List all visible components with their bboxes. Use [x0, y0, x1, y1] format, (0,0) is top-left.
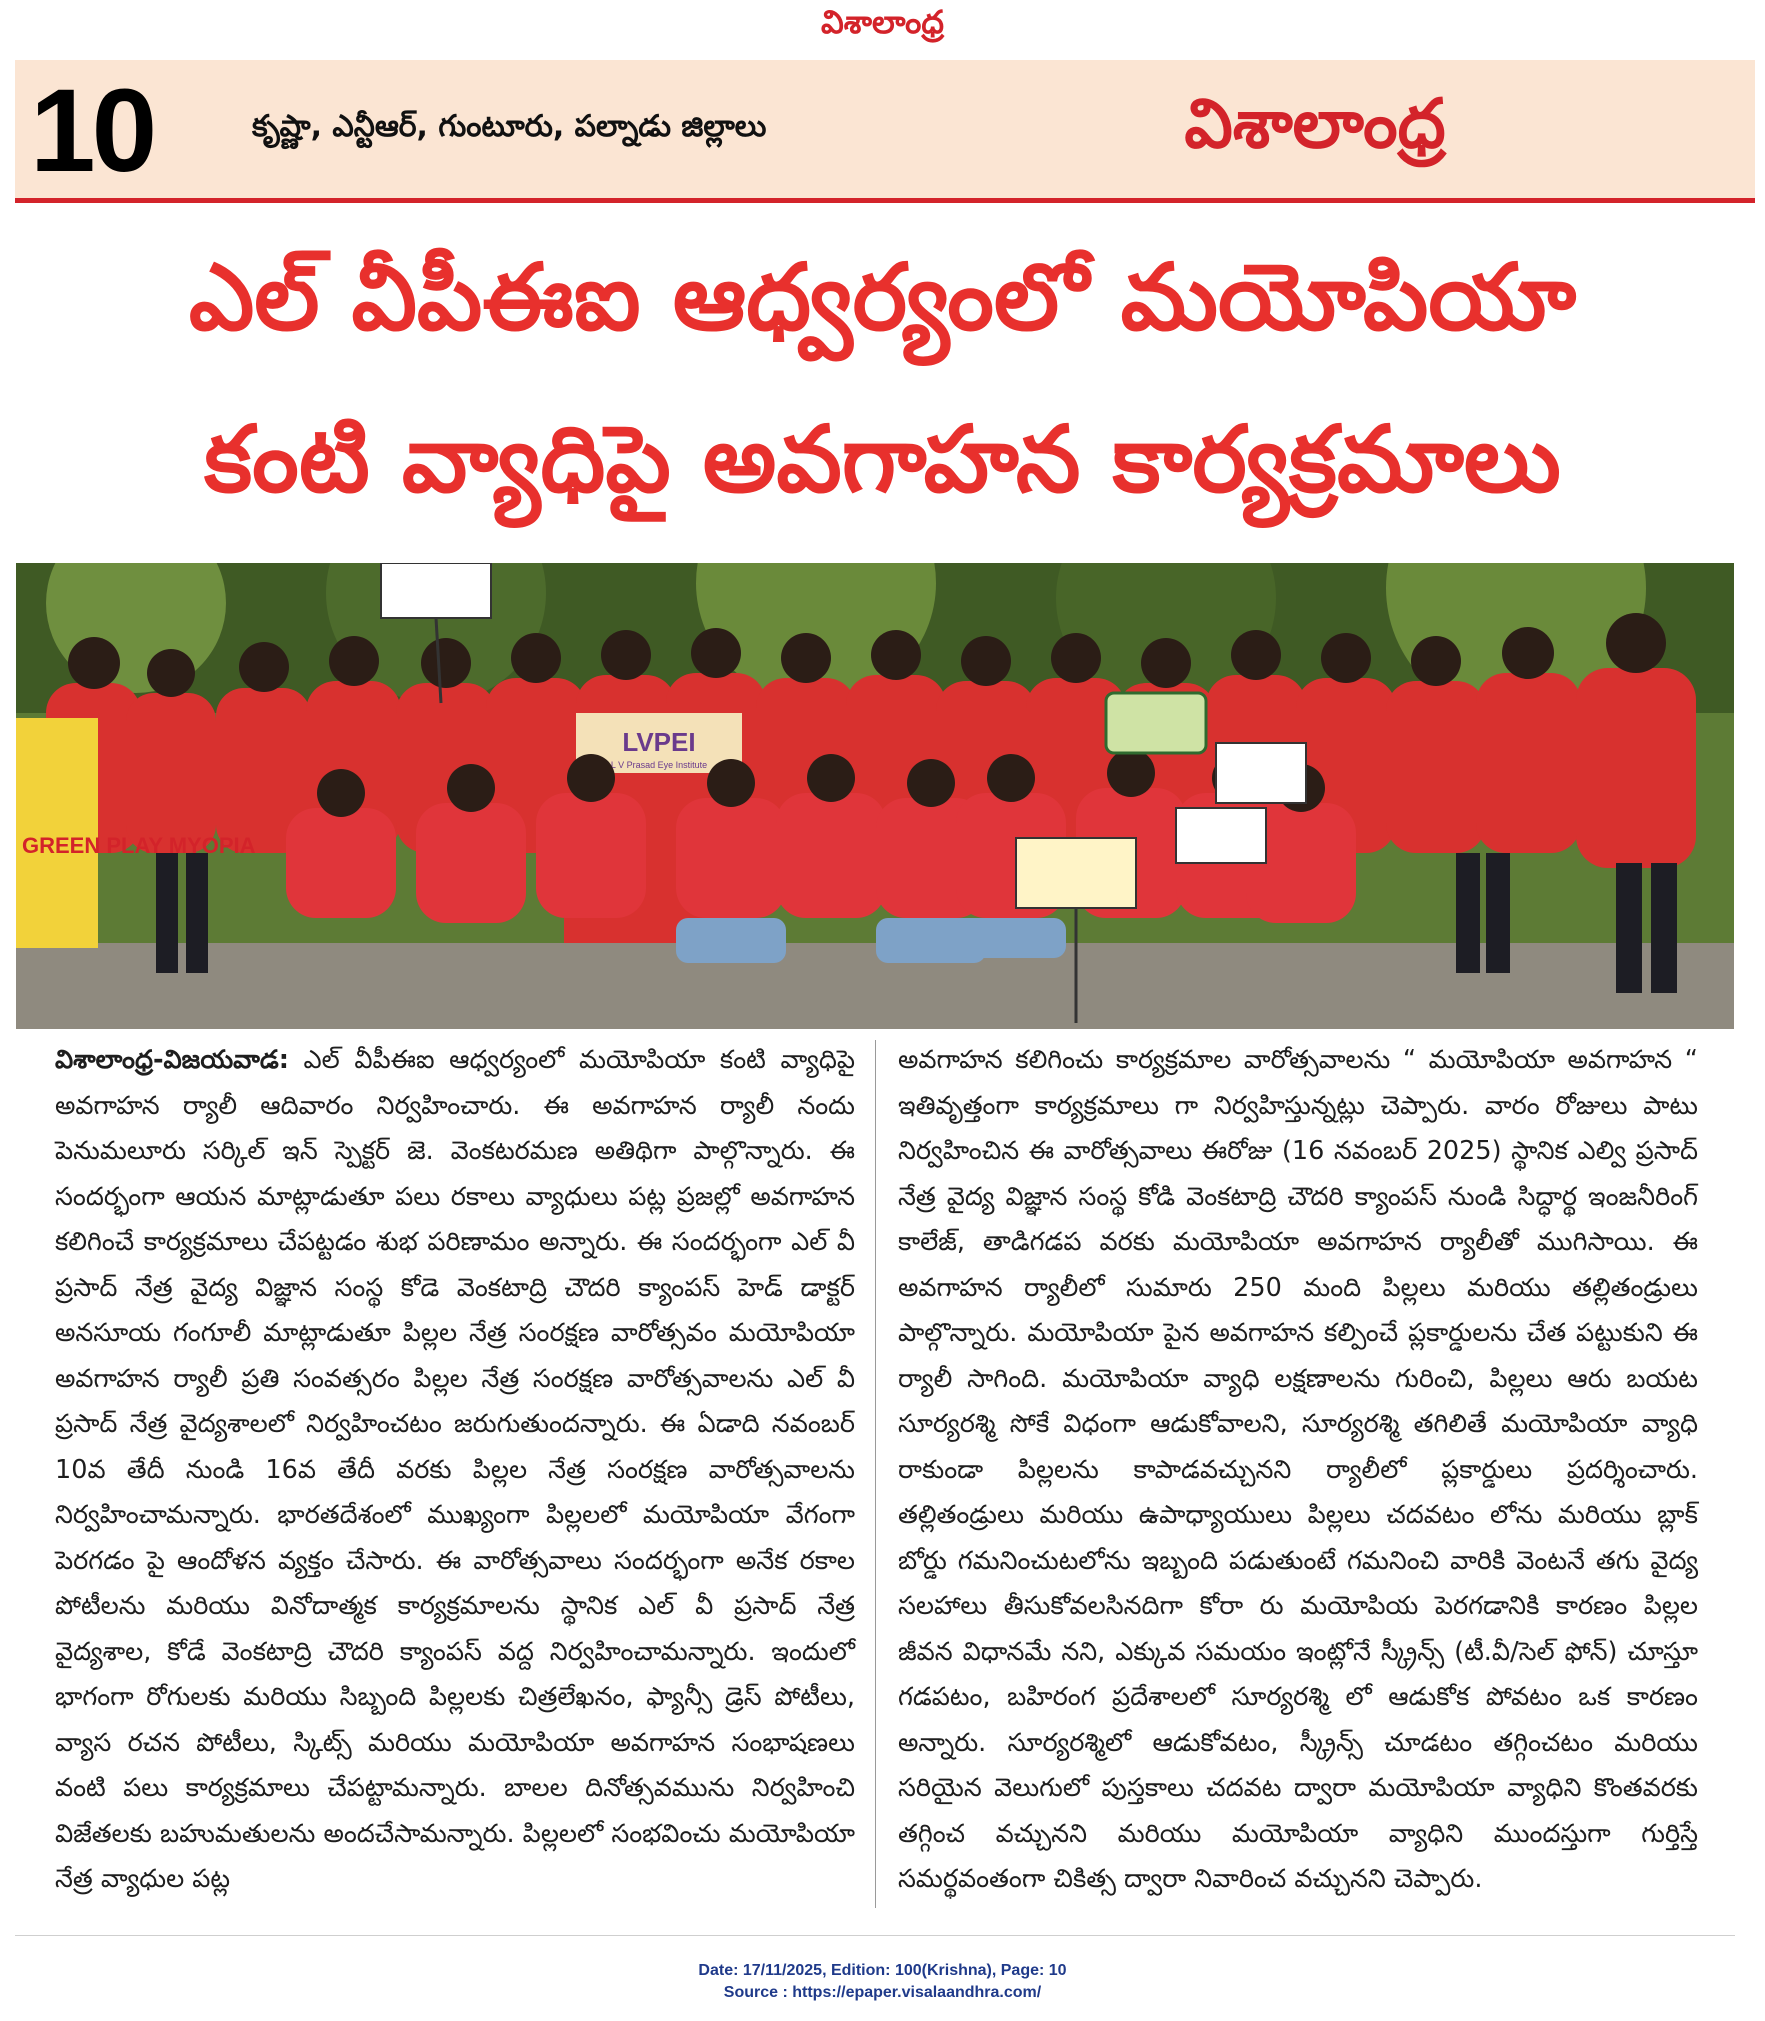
article-column-2-text: అవగాహన కలిగించు కార్యక్రమాల వారోత్సవాలను “ మయోపియా అవగాహన “ ఇతివృత్తంగా కార్యక్రమాలు గా నిర్వహిస్తున్నట్లు చెప్పారు. వారం రోజులు పాటు నిర్వహించిన ఈ వారోత్సవాలు ఈరోజు (16 నవంబర్ 2025) స్థానిక ఎల్వి ప్రసాద్ నేత్ర వైద్య విజ్ఞాన సంస్థ కోడి వెంకటాద్రి చౌదరి క్యాంపస్ నుండి సిద్ధార్థ ఇంజనీరింగ్ కాలేజ్, తాడిగడప వరకు మయోపియా అవగాహన ర్యాలీతో ముగిసాయి. ఈ అవగాహన ర్యాలీలో సుమారు 250 మంది పిల్లలు మరియు తల్లితండ్రులు పాల్గొన్నారు. మయోపియా పైన అవగాహన కల్పించే ప్లకార్డులను చేత పట్టుకుని ఈ ర్యాలీ సాగింది. మయోపియా వ్యాధి లక్షణాలను గురించి, పిల్లలు ఆరు బయట సూర్యరశ్మి సోకే విధంగా ఆడుకోవాలని, సూర్యరశ్మి తగిలితే మయోపియా వ్యాధి రాకుండా పిల్లలను కాపాడవచ్చునని ర్యాలీలో ప్లకార్డులు ప్రదర్శించారు. తల్లితండ్రులు మరియు ఉపాధ్యాయులు పిల్లలు చదవటం లోను మరియు బ్లాక్ బోర్డు గమనించుటలోను ఇబ్బంది పడుతుంటే గమనించి వారికి వెంటనే తగు వైద్య సలహాలు తీసుకోవలసినదిగా కోరా రు మయోపియ పెరగడానికి కారణం పిల్లల జీవన విధానమే నని, ఎక్కువ సమయం ఇంట్లోనే స్క్రీన్స్ (టీ.వీ/సెల్ ఫోన్) చూస్తూ గడపటం, బహిరంగ ప్రదేశాలలో సూర్యరశ్మి లో ఆడుకోక పోవటం ఒక కారణం అన్నారు. సూర్యరశ్మిలో ఆడుకోవటం, స్క్రీన్స్ చూడటం తగ్గించటం మరియు సరియైన వెలుగులో పుస్తకాలు చదవట ద్వారా మయోపియా వ్యాధిని కొంతవరకు తగ్గించ వచ్చునని మరియు మయోపియా వ్యాధిని ముందస్తుగా గుర్తిస్తే సమర్థవంతంగా చికిత్స ద్వారా నివారించ వచ్చునని చెప్పారు.	[898, 1045, 1698, 1894]
headline-line-1: ఎల్ వీపీఈఐ ఆధ్వర్యంలో మయోపియా	[188, 244, 1577, 351]
article-column-2	[898, 1038, 1698, 1908]
footer-source-line[interactable]: Source : https://epaper.visalaandhra.com/	[723, 1984, 1042, 2001]
headline-line-2: కంటి వ్యాధిపై అవగాహన కార్యక్రమాలు	[204, 406, 1561, 513]
top-masthead-logo: విశాలాంధ్ర	[821, 3, 944, 41]
article-column-1-text: ఎల్ వీపీఈఐ ఆధ్వర్యంలో మయోపియా కంటి వ్యాధిపై అవగాహన ర్యాలీ ఆదివారం నిర్వహించారు. ఈ అవగాహన ర్యాలీ నందు పెనుమలూరు సర్కిల్ ఇన్ స్పెక్టర్ జె. వెంకటరమణ అతిథిగా పాల్గొన్నారు. ఈ సందర్భంగా ఆయన మాట్లాడుతూ పలు రకాలు వ్యాధులు పట్ల ప్రజల్లో అవగాహన కలిగించే కార్యక్రమాలు చేపట్టడం శుభ పరిణామం అన్నారు. ఈ సందర్భంగా ఎల్ వీ ప్రసాద్ నేత్ర వైద్య విజ్ఞాన సంస్థ కోడె వెంకటాద్రి చౌదరి క్యాంపస్ హెడ్ డాక్టర్ అనసూయ గంగూలీ మాట్లాడుతూ పిల్లల నేత్ర సంరక్షణ వారోత్సవం మయోపియా అవగాహన ర్యాలీ ప్రతి సంవత్సరం పిల్లల నేత్ర సంరక్షణ వారోత్సవాలను ఎల్ వీ ప్రసాద్ నేత్ర వైద్యశాలలో నిర్వహించటం జరుగుతుందన్నారు. ఈ ఏడాది నవంబర్ 10వ తేదీ నుండి 16వ తేదీ వరకు పిల్లల నేత్ర సంరక్షణ వారోత్సవాలను నిర్వహించామన్నారు. భారతదేశంలో ముఖ్యంగా పిల్లలలో మయోపియా వేగంగా పెరగడం పై ఆందోళన వ్యక్తం చేసారు. ఈ వారోత్సవాలు సందర్భంగా అనేక రకాల పోటీలను మరియు వినోదాత్మక కార్యక్రమాలను స్థానిక ఎల్ వీ ప్రసాద్ నేత్ర వైద్యశాల, కోడే వెంకటాద్రి చౌదరి క్యాంపస్ వద్ద నిర్వహించామన్నారు. ఇందులో భాగంగా రోగులకు మరియు సిబ్బంది పిల్లలకు చిత్రలేఖనం, ఫ్యాన్సీ డ్రెస్ పోటీలు, వ్యాస రచన పోటీలు, స్కిట్స్ మరియు మయోపియా అవగాహన సంభాషణలు వంటి పలు కార్యక్రమాలు చేపట్టామన్నారు. బాలల దినోత్సవమును నిర్వహించి విజేతలకు బహుమతులను అందచేసామన్నారు. పిల్లలలో సంభవించు మయోపియా నేత్ర వ్యాధుల పట్ల	[55, 1045, 855, 1894]
column-rule	[875, 1040, 876, 1908]
bottom-rule	[15, 1935, 1735, 1936]
header-rule	[15, 198, 1755, 203]
districts-label: కృష్ణా, ఎన్టీఆర్, గుంటూరు, పల్నాడు జిల్లాలు	[252, 109, 767, 144]
footer-date-line: Date: 17/11/2025, Edition: 100(Krishna), Page: 10	[698, 1962, 1067, 1979]
article-column-1	[55, 1038, 855, 1908]
page-number: 10	[30, 65, 154, 197]
left-sign-text: GREEN PLAY MYOPIA	[22, 833, 256, 858]
dateline: విశాలాంధ్ర-విజయవాడ:	[55, 1045, 289, 1075]
masthead-logo: విశాలాంధ్ర	[1184, 85, 1446, 164]
banner-subtitle: L V Prasad Eye Institute	[610, 760, 708, 770]
rally-photo-illustration	[16, 563, 1734, 1029]
rally-photo	[16, 563, 1734, 1029]
banner-logo: LVPEI	[622, 727, 696, 757]
